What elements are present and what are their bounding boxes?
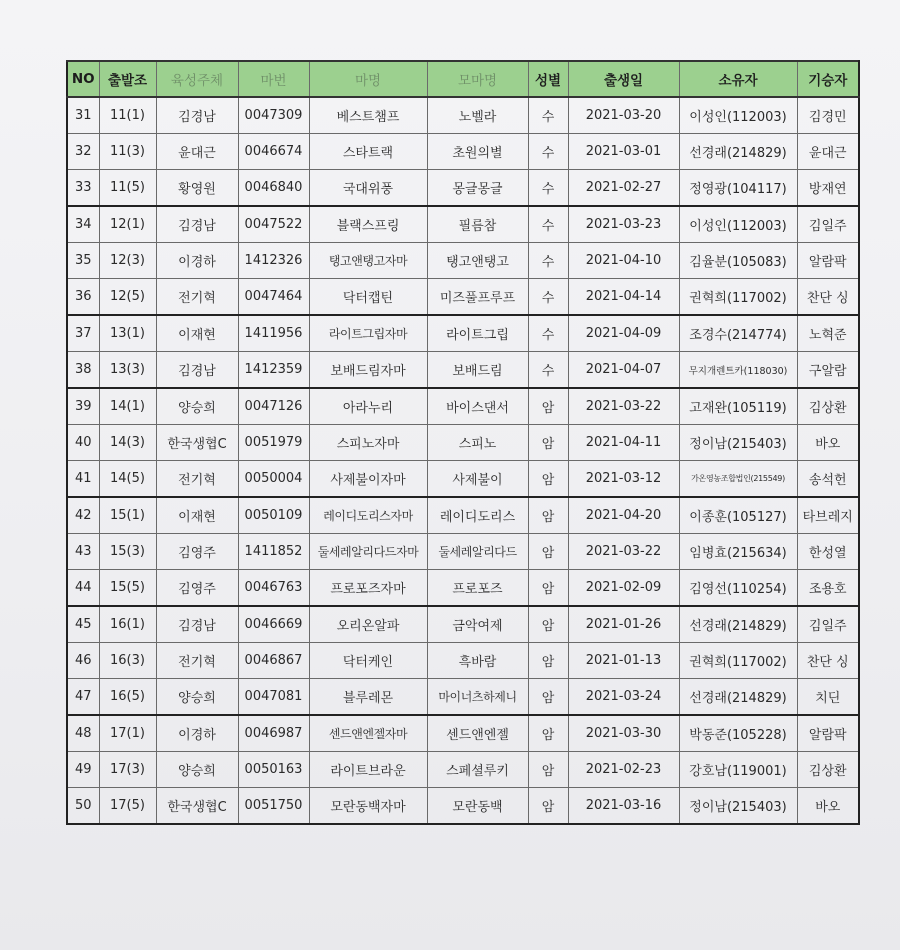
cell-horse-id: 1411852: [238, 534, 309, 570]
cell-dam-name: 프로포즈: [427, 570, 528, 607]
cell-trainer: 윤대근: [156, 134, 238, 170]
cell-horse-name: 블랙스프링: [309, 206, 427, 243]
table-row: [67, 97, 859, 134]
cell-horse-id: 1412359: [238, 352, 309, 389]
cell-trainer: 이재현: [156, 497, 238, 534]
cell-trainer: 전기혁: [156, 279, 238, 316]
cell-horse-name: 둘세레알리다드자마: [309, 534, 427, 570]
cell-birth-date: 2021-03-12: [568, 461, 679, 498]
cell-owner: 이성인(112003): [679, 97, 797, 134]
table-header-row: [67, 61, 859, 97]
cell-sex: 수: [528, 352, 568, 389]
table-row: [67, 788, 859, 825]
cell-owner: 무지개렌트카(118030): [679, 352, 797, 389]
cell-trainer: 양승희: [156, 679, 238, 716]
cell-birth-date: 2021-03-24: [568, 679, 679, 716]
cell-owner: 가온영농조합법인(215549): [679, 461, 797, 498]
cell-owner: 정이남(215403): [679, 425, 797, 461]
cell-rider: 김상환: [797, 752, 859, 788]
cell-horse-name: 라이트브라운: [309, 752, 427, 788]
cell-horse-id: 0046867: [238, 643, 309, 679]
col-header-birth: 출생일: [568, 61, 679, 97]
cell-rider: 조용호: [797, 570, 859, 607]
cell-dam-name: 필름참: [427, 206, 528, 243]
cell-birth-date: 2021-03-20: [568, 97, 679, 134]
cell-group: 14(3): [99, 425, 156, 461]
cell-group: 11(1): [99, 97, 156, 134]
cell-rider: 김일주: [797, 206, 859, 243]
cell-sex: 암: [528, 388, 568, 425]
cell-owner: 김율분(105083): [679, 243, 797, 279]
cell-group: 17(3): [99, 752, 156, 788]
table-row: [67, 206, 859, 243]
cell-trainer: 김경남: [156, 606, 238, 643]
cell-group: 12(5): [99, 279, 156, 316]
cell-no: 46: [67, 643, 99, 679]
col-header-horse: 마명: [309, 61, 427, 97]
cell-trainer: 김영주: [156, 534, 238, 570]
cell-horse-id: 0046669: [238, 606, 309, 643]
cell-group: 13(1): [99, 315, 156, 352]
cell-birth-date: 2021-01-26: [568, 606, 679, 643]
cell-group: 17(1): [99, 715, 156, 752]
table-row: [67, 570, 859, 607]
cell-no: 37: [67, 315, 99, 352]
cell-trainer: 전기혁: [156, 643, 238, 679]
cell-dam-name: 미즈풀프루프: [427, 279, 528, 316]
cell-horse-id: 0047126: [238, 388, 309, 425]
cell-dam-name: 스페셜루키: [427, 752, 528, 788]
cell-birth-date: 2021-04-14: [568, 279, 679, 316]
cell-horse-id: 0046987: [238, 715, 309, 752]
cell-no: 40: [67, 425, 99, 461]
cell-rider: 김일주: [797, 606, 859, 643]
table-row: [67, 679, 859, 716]
cell-group: 13(3): [99, 352, 156, 389]
cell-no: 47: [67, 679, 99, 716]
cell-trainer: 김영주: [156, 570, 238, 607]
cell-no: 44: [67, 570, 99, 607]
cell-no: 38: [67, 352, 99, 389]
cell-group: 15(3): [99, 534, 156, 570]
cell-trainer: 양승희: [156, 388, 238, 425]
cell-horse-id: 0051979: [238, 425, 309, 461]
cell-dam-name: 금악여제: [427, 606, 528, 643]
cell-dam-name: 초원의별: [427, 134, 528, 170]
cell-no: 42: [67, 497, 99, 534]
col-header-rider: 기승자: [797, 61, 859, 97]
cell-horse-id: 0047309: [238, 97, 309, 134]
cell-horse-id: 0047522: [238, 206, 309, 243]
cell-trainer: 이경하: [156, 243, 238, 279]
cell-owner: 정이남(215403): [679, 788, 797, 825]
cell-horse-name: 보배드림자마: [309, 352, 427, 389]
table-row: [67, 606, 859, 643]
cell-trainer: 김경남: [156, 206, 238, 243]
cell-horse-id: 0046674: [238, 134, 309, 170]
cell-sex: 수: [528, 170, 568, 207]
cell-trainer: 황영원: [156, 170, 238, 207]
cell-horse-id: 0051750: [238, 788, 309, 825]
cell-no: 48: [67, 715, 99, 752]
cell-no: 36: [67, 279, 99, 316]
cell-dam-name: 레이디도리스: [427, 497, 528, 534]
table-row: [67, 461, 859, 498]
cell-dam-name: 몽글몽글: [427, 170, 528, 207]
cell-horse-name: 탱고앤탱고자마: [309, 243, 427, 279]
cell-rider: 알람팍: [797, 715, 859, 752]
cell-group: 16(1): [99, 606, 156, 643]
cell-dam-name: 둘세레알리다드: [427, 534, 528, 570]
cell-sex: 암: [528, 606, 568, 643]
cell-group: 14(1): [99, 388, 156, 425]
cell-birth-date: 2021-01-13: [568, 643, 679, 679]
cell-group: 12(3): [99, 243, 156, 279]
cell-rider: 노혁준: [797, 315, 859, 352]
cell-rider: 알람팍: [797, 243, 859, 279]
col-header-no: NO: [67, 61, 99, 97]
cell-rider: 송석헌: [797, 461, 859, 498]
table-row: [67, 134, 859, 170]
cell-dam-name: 보배드림: [427, 352, 528, 389]
cell-birth-date: 2021-03-30: [568, 715, 679, 752]
cell-trainer: 양승희: [156, 752, 238, 788]
cell-rider: 김경민: [797, 97, 859, 134]
cell-no: 31: [67, 97, 99, 134]
cell-trainer: 김경남: [156, 352, 238, 389]
cell-sex: 암: [528, 752, 568, 788]
cell-group: 12(1): [99, 206, 156, 243]
cell-owner: 김영선(110254): [679, 570, 797, 607]
cell-sex: 암: [528, 570, 568, 607]
cell-horse-id: 0050004: [238, 461, 309, 498]
cell-owner: 권혁희(117002): [679, 643, 797, 679]
col-header-id: 마번: [238, 61, 309, 97]
cell-horse-name: 레이디도리스자마: [309, 497, 427, 534]
cell-horse-name: 스타트랙: [309, 134, 427, 170]
cell-rider: 타브레지: [797, 497, 859, 534]
cell-horse-name: 국대위풍: [309, 170, 427, 207]
cell-dam-name: 흑바람: [427, 643, 528, 679]
cell-sex: 암: [528, 425, 568, 461]
col-header-dam: 모마명: [427, 61, 528, 97]
cell-horse-id: 0046840: [238, 170, 309, 207]
col-header-group: 출발조: [99, 61, 156, 97]
cell-horse-name: 모란동백자마: [309, 788, 427, 825]
cell-group: 17(5): [99, 788, 156, 825]
cell-birth-date: 2021-04-10: [568, 243, 679, 279]
cell-birth-date: 2021-04-11: [568, 425, 679, 461]
table-row: [67, 243, 859, 279]
cell-owner: 고재완(105119): [679, 388, 797, 425]
cell-horse-id: 0046763: [238, 570, 309, 607]
table-row: [67, 534, 859, 570]
cell-rider: 찬단 싱: [797, 643, 859, 679]
cell-dam-name: 마이너츠하제니: [427, 679, 528, 716]
cell-owner: 이종훈(105127): [679, 497, 797, 534]
cell-no: 45: [67, 606, 99, 643]
cell-dam-name: 노벨라: [427, 97, 528, 134]
cell-owner: 이성인(112003): [679, 206, 797, 243]
cell-trainer: 김경남: [156, 97, 238, 134]
cell-group: 16(5): [99, 679, 156, 716]
table-row: [67, 497, 859, 534]
cell-horse-name: 사제불이자마: [309, 461, 427, 498]
cell-sex: 수: [528, 243, 568, 279]
horse-roster-table: [66, 60, 860, 825]
cell-no: 35: [67, 243, 99, 279]
cell-dam-name: 사제불이: [427, 461, 528, 498]
table-row: [67, 643, 859, 679]
table-row: [67, 352, 859, 389]
cell-dam-name: 센드앤엔젤: [427, 715, 528, 752]
cell-no: 34: [67, 206, 99, 243]
cell-sex: 암: [528, 788, 568, 825]
cell-no: 49: [67, 752, 99, 788]
cell-birth-date: 2021-02-09: [568, 570, 679, 607]
cell-sex: 암: [528, 679, 568, 716]
cell-rider: 김상환: [797, 388, 859, 425]
cell-horse-name: 라이트그립자마: [309, 315, 427, 352]
cell-horse-name: 베스트챔프: [309, 97, 427, 134]
cell-rider: 바오: [797, 425, 859, 461]
cell-birth-date: 2021-03-16: [568, 788, 679, 825]
cell-dam-name: 탱고앤탱고: [427, 243, 528, 279]
table-row: [67, 279, 859, 316]
cell-horse-name: 스피노자마: [309, 425, 427, 461]
table-row: [67, 715, 859, 752]
cell-rider: 바오: [797, 788, 859, 825]
cell-sex: 수: [528, 315, 568, 352]
cell-owner: 박동준(105228): [679, 715, 797, 752]
cell-sex: 암: [528, 497, 568, 534]
cell-no: 33: [67, 170, 99, 207]
cell-owner: 선경래(214829): [679, 606, 797, 643]
cell-no: 41: [67, 461, 99, 498]
cell-no: 32: [67, 134, 99, 170]
cell-horse-id: 1412326: [238, 243, 309, 279]
table-row: [67, 170, 859, 207]
cell-rider: 구알람: [797, 352, 859, 389]
cell-rider: 한성열: [797, 534, 859, 570]
cell-owner: 선경래(214829): [679, 679, 797, 716]
cell-horse-id: 0050109: [238, 497, 309, 534]
cell-group: 15(5): [99, 570, 156, 607]
cell-horse-name: 센드앤엔젤자마: [309, 715, 427, 752]
cell-rider: 치딘: [797, 679, 859, 716]
cell-owner: 강호남(119001): [679, 752, 797, 788]
cell-no: 43: [67, 534, 99, 570]
cell-sex: 수: [528, 134, 568, 170]
cell-trainer: 이재현: [156, 315, 238, 352]
cell-owner: 조경수(214774): [679, 315, 797, 352]
cell-sex: 암: [528, 643, 568, 679]
cell-horse-id: 0047081: [238, 679, 309, 716]
cell-sex: 암: [528, 715, 568, 752]
cell-group: 16(3): [99, 643, 156, 679]
cell-birth-date: 2021-03-22: [568, 534, 679, 570]
table-body: [67, 97, 859, 824]
cell-birth-date: 2021-02-23: [568, 752, 679, 788]
cell-trainer: 전기혁: [156, 461, 238, 498]
cell-group: 11(5): [99, 170, 156, 207]
cell-dam-name: 라이트그립: [427, 315, 528, 352]
cell-dam-name: 스피노: [427, 425, 528, 461]
cell-sex: 수: [528, 206, 568, 243]
cell-trainer: 한국생협C: [156, 788, 238, 825]
cell-owner: 권혁희(117002): [679, 279, 797, 316]
table-row: [67, 752, 859, 788]
cell-horse-id: 1411956: [238, 315, 309, 352]
cell-birth-date: 2021-04-09: [568, 315, 679, 352]
cell-birth-date: 2021-03-23: [568, 206, 679, 243]
cell-owner: 정영광(104117): [679, 170, 797, 207]
col-header-owner: 소유자: [679, 61, 797, 97]
cell-owner: 선경래(214829): [679, 134, 797, 170]
cell-birth-date: 2021-03-22: [568, 388, 679, 425]
col-header-sex: 성별: [528, 61, 568, 97]
table-row: [67, 315, 859, 352]
cell-rider: 찬단 싱: [797, 279, 859, 316]
cell-birth-date: 2021-04-07: [568, 352, 679, 389]
cell-sex: 암: [528, 534, 568, 570]
cell-horse-id: 0047464: [238, 279, 309, 316]
cell-horse-name: 프로포즈자마: [309, 570, 427, 607]
cell-group: 14(5): [99, 461, 156, 498]
cell-group: 15(1): [99, 497, 156, 534]
cell-birth-date: 2021-04-20: [568, 497, 679, 534]
cell-rider: 윤대근: [797, 134, 859, 170]
table-row: [67, 388, 859, 425]
cell-sex: 수: [528, 279, 568, 316]
cell-dam-name: 모란동백: [427, 788, 528, 825]
cell-trainer: 이경하: [156, 715, 238, 752]
cell-birth-date: 2021-02-27: [568, 170, 679, 207]
cell-group: 11(3): [99, 134, 156, 170]
cell-no: 39: [67, 388, 99, 425]
table-row: [67, 425, 859, 461]
cell-no: 50: [67, 788, 99, 825]
cell-horse-name: 블루레몬: [309, 679, 427, 716]
cell-horse-name: 닥터캡틴: [309, 279, 427, 316]
col-header-trainer: 육성주체: [156, 61, 238, 97]
cell-horse-name: 오리온알파: [309, 606, 427, 643]
cell-birth-date: 2021-03-01: [568, 134, 679, 170]
cell-sex: 수: [528, 97, 568, 134]
cell-horse-id: 0050163: [238, 752, 309, 788]
cell-rider: 방재연: [797, 170, 859, 207]
cell-sex: 암: [528, 461, 568, 498]
cell-owner: 임병효(215634): [679, 534, 797, 570]
cell-horse-name: 닥터케인: [309, 643, 427, 679]
cell-horse-name: 아라누리: [309, 388, 427, 425]
cell-dam-name: 바이스댄서: [427, 388, 528, 425]
cell-trainer: 한국생협C: [156, 425, 238, 461]
